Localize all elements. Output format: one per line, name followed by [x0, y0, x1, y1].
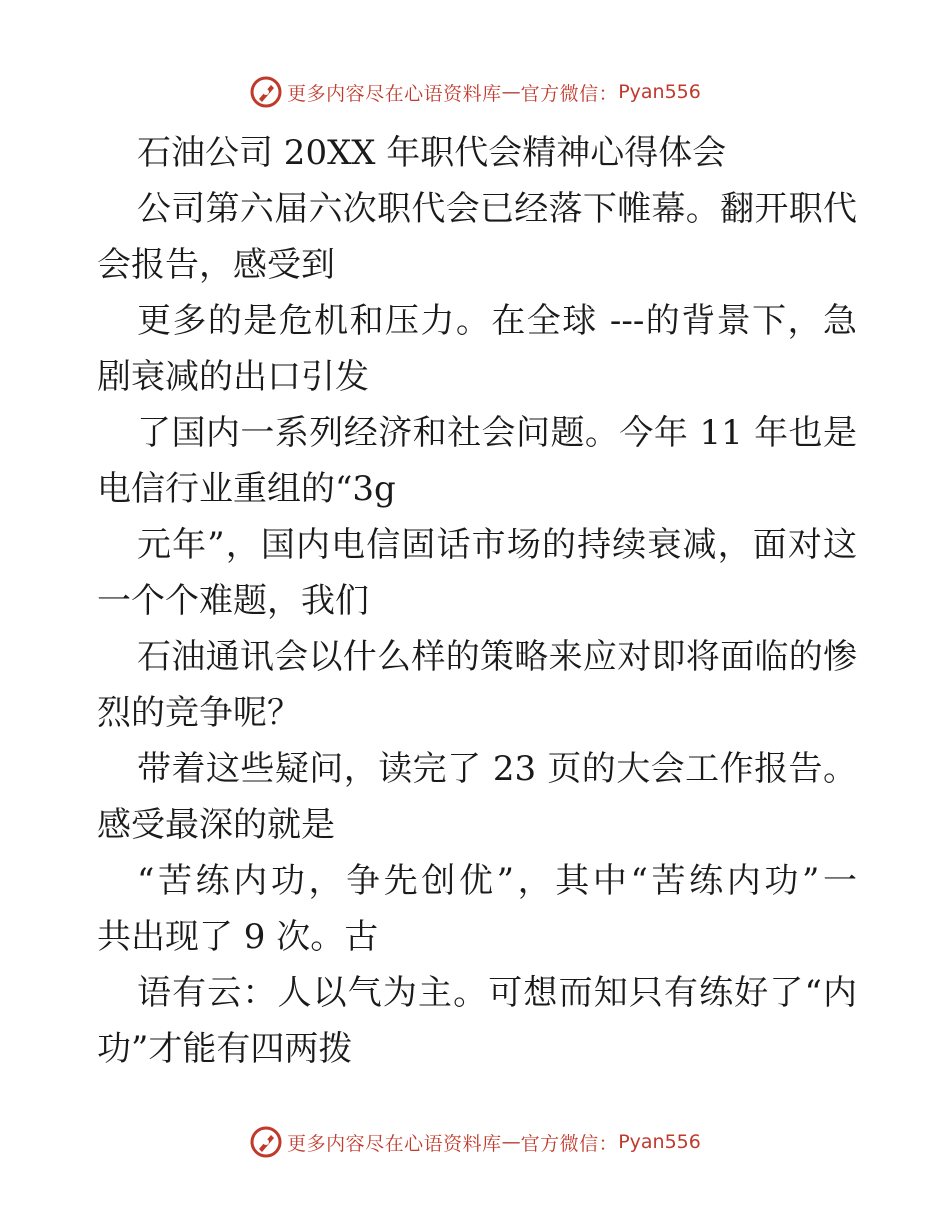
- paragraph-line: 剧衰减的出口引发: [97, 357, 369, 397]
- watermark-wechat-id: Pyan556: [618, 1131, 701, 1153]
- pen-logo-icon: [249, 75, 283, 109]
- paragraph-line: 公司第六届六次职代会已经落下帷幕。翻开职代: [137, 189, 857, 229]
- pen-logo-icon: [249, 1125, 283, 1159]
- paragraph-line: 一个个难题，我们: [97, 581, 369, 621]
- paragraph-line: 石油通讯会以什么样的策略来应对即将面临的惨: [137, 637, 857, 677]
- watermark-wechat-id: Pyan556: [618, 81, 701, 103]
- paragraph-line: 元年”，国内电信固话市场的持续衰减，面对这: [137, 525, 857, 565]
- paragraph-line: 烈的竞争呢？: [97, 693, 301, 733]
- paragraph-line: 语有云：人以气为主。可想而知只有练好了“内: [137, 973, 857, 1013]
- paragraph-line: 更多的是危机和压力。在全球 ---的背景下，急: [137, 301, 857, 341]
- watermark-separator: —: [501, 81, 521, 103]
- watermark-separator: —: [501, 1131, 521, 1153]
- paragraph-line: 电信行业重组的“3g: [97, 469, 396, 509]
- paragraph-line: 功”才能有四两拨: [97, 1029, 353, 1069]
- watermark-text: 更多内容尽在心语资料库: [287, 1132, 502, 1155]
- watermark-header: [0, 72, 950, 112]
- paragraph-line: 了国内一系列经济和社会问题。今年 11 年也是: [137, 413, 857, 453]
- watermark-wechat-label: 官方微信：: [520, 82, 619, 105]
- paragraph-line: “苦练内功，争先创优”，其中“苦练内功”一: [137, 861, 857, 901]
- paragraph-line: 会报告，感受到: [97, 245, 335, 285]
- paragraph-line: 感受最深的就是: [97, 805, 335, 845]
- document-body: [97, 125, 857, 1077]
- paragraph-line: 带着这些疑问，读完了 23 页的大会工作报告。: [137, 749, 857, 789]
- document-title: 石油公司 20XX 年职代会精神心得体会: [137, 133, 727, 173]
- paragraph-line: 共出现了 9 次。古: [97, 917, 379, 957]
- watermark-footer: [0, 1122, 950, 1162]
- watermark-wechat-label: 官方微信：: [520, 1132, 619, 1155]
- watermark-text: 更多内容尽在心语资料库: [287, 82, 502, 105]
